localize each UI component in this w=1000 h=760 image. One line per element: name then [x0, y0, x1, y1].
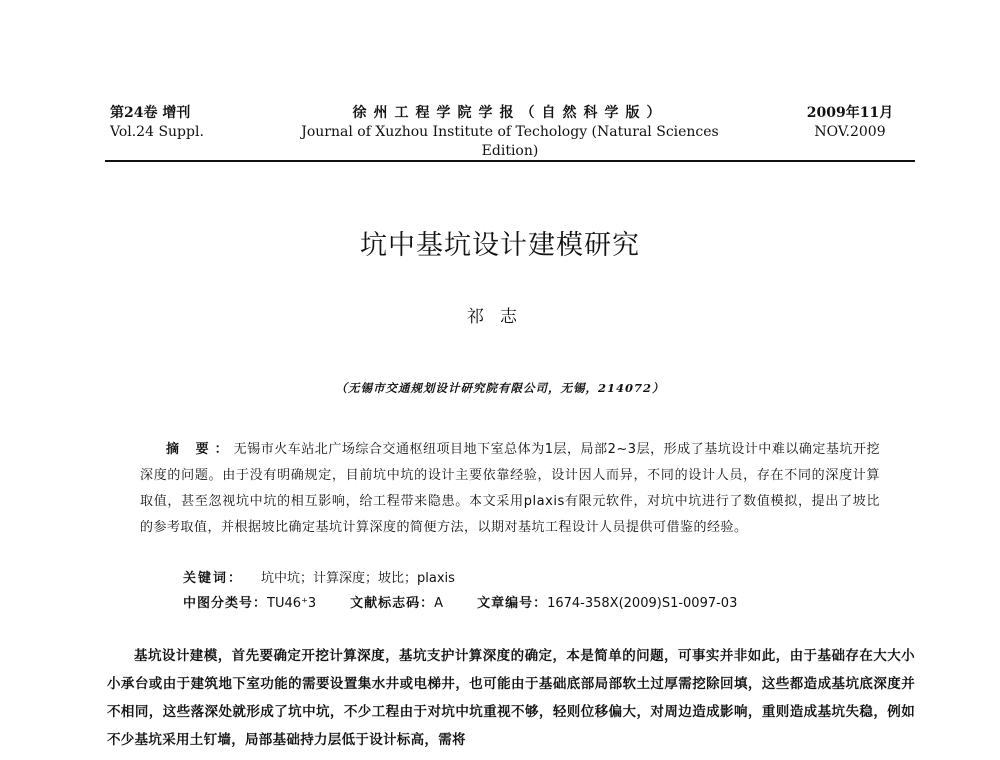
journal-volume-info [110, 104, 204, 142]
paper-author: 祁志 [467, 307, 533, 327]
doc-code-value: A [434, 596, 444, 611]
doc-code-label: 文献标志码： [350, 596, 435, 611]
keywords-label: 关键词： [183, 571, 244, 586]
article-number-label: 文章编号： [477, 596, 548, 611]
journal-date [790, 104, 910, 142]
abstract-text: 无锡市火车站北广场综合交通枢纽项目地下室总体为1层，局部2~3层，形成了基坑设计中难以确定基坑开挖深度的问题。由于没有明确规定，目前坑中坑的设计主要依靠经验，设计因人而异，不同的设计人员，存在不同的深度计算取值，甚至忽视坑中坑的相互影响，给工程带来隐患。本文采用plaxis有限元软件，对坑中坑进行了数值模拟，提出了坡比的参考取值，并根据坡比确定基坑计算深度的简便方法，以期对基坑工程设计人员提供可借鉴的经验。 [140, 442, 880, 535]
body-section [107, 642, 915, 754]
clc-value: TU46⁺3 [267, 596, 317, 611]
author-affiliation: （无锡市交通规划设计研究院有限公司，无锡，214072） [335, 381, 665, 395]
date-en: NOV.2009 [814, 124, 886, 140]
journal-name-cn: 徐州工程学院学报（自然科学版） [352, 105, 668, 121]
abstract-section [140, 437, 880, 541]
body-paragraph: 基坑设计建模，首先要确定开挖计算深度，基坑支护计算深度的确定，本是简单的问题，可事实并非如此，由于基础存在大大小小承台或由于建筑地下室功能的需要设置集水井或电梯井，也可能由于基础底部局部软土过厚需挖除回填，这些都造成基坑底深度并不相同，这些落深处就形成了坑中坑，不少工程由于对坑中坑重视不够，轻则位移偏大，对周边造成影响，重则造成基坑失稳，例如不少基坑采用土钉墙，局部基础持力层低于设计标高，需将 [107, 648, 915, 748]
abstract-label: 摘 要： [166, 442, 234, 457]
header-divider [105, 160, 915, 162]
paper-title: 坑中基坑设计建模研究 [360, 230, 640, 261]
journal-name-en: Journal of Xuzhou Institute of Techology (Natural Sciences Edition) [301, 124, 719, 159]
keywords-text: 坑中坑；计算深度；坡比；plaxis [261, 571, 455, 586]
classification-line [183, 592, 737, 611]
abstract-paragraph [140, 437, 880, 541]
date-cn: 2009年11月 [806, 105, 894, 121]
volume-cn: 第24卷 增刊 [110, 105, 191, 121]
volume-en: Vol.24 Suppl. [110, 124, 204, 140]
article-number-value: 1674-358X(2009)S1-0097-03 [547, 596, 738, 611]
clc-label: 中图分类号： [183, 596, 268, 611]
journal-name [290, 104, 730, 161]
keywords-line [183, 567, 455, 586]
